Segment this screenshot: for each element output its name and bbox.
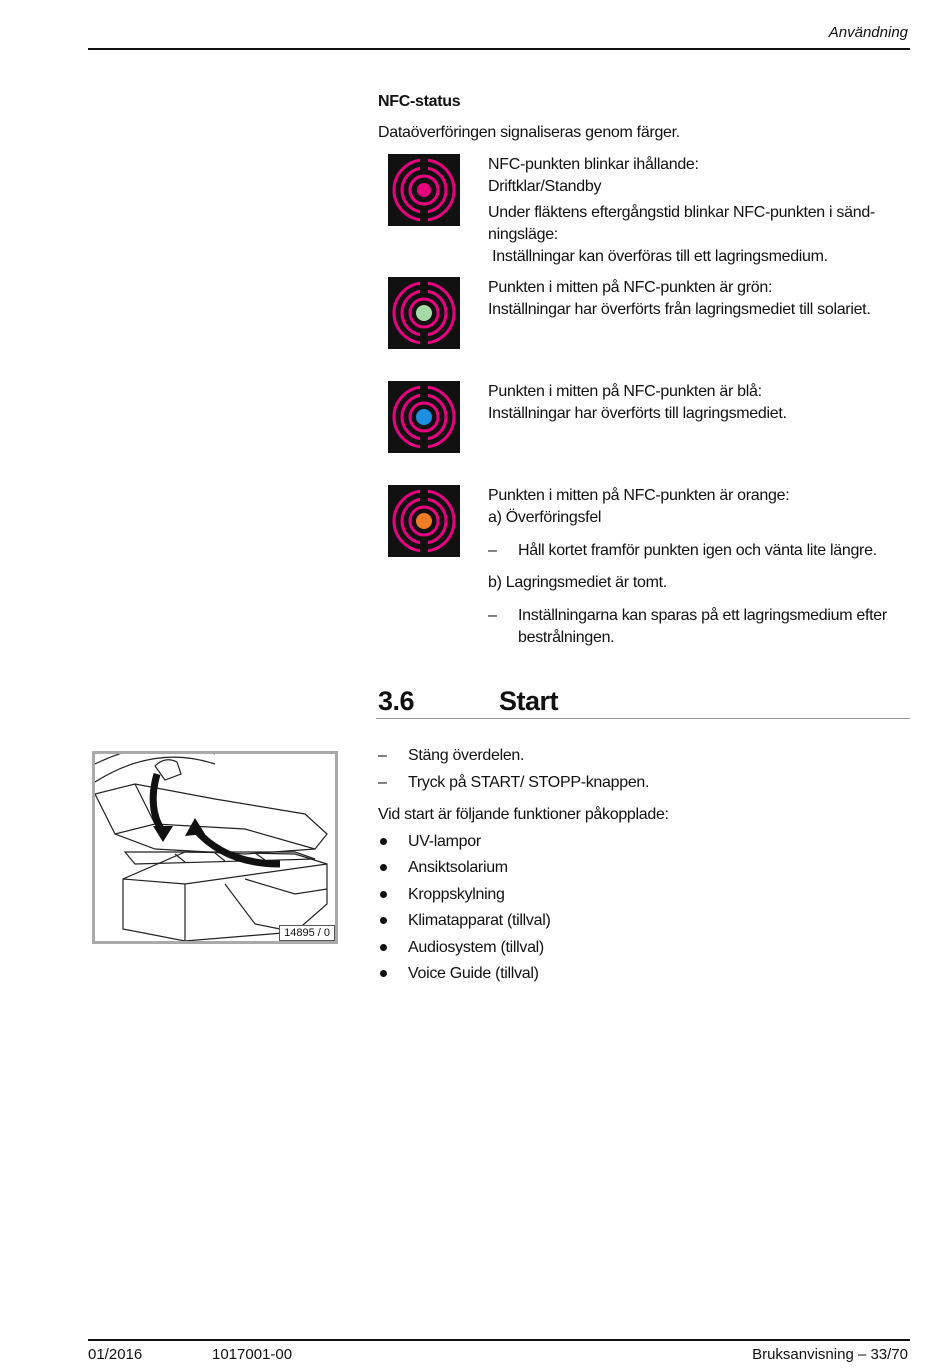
footer-page: Bruksanvisning – 33/70 <box>752 1346 908 1363</box>
bullet-icon <box>380 970 387 977</box>
bullet-4: Klimatapparat (tillval) <box>408 912 551 929</box>
nfc-item-2-line-1: Punkten i mitten på NFC-punkten är grön: <box>488 279 773 296</box>
bullet-icon <box>380 944 387 951</box>
nfc-orange-icon <box>388 485 460 557</box>
bullet-1: UV-lampor <box>408 833 481 850</box>
nfc-blue-icon <box>388 381 460 453</box>
bullet-icon <box>380 917 387 924</box>
footer-date: 01/2016 <box>88 1346 143 1363</box>
nfc-item-1-extra-3: Inställningar kan överföras till ett lagringsmedium. <box>488 248 828 265</box>
nfc-item-4-dash-1: Håll kortet framför punkten igen och vänta lite längre. <box>518 542 877 559</box>
dash-item: – <box>488 542 497 559</box>
running-header: Användning <box>828 24 908 41</box>
solarium-illustration <box>92 751 338 944</box>
nfc-heading: NFC-status <box>378 93 461 110</box>
bullet-6: Voice Guide (tillval) <box>408 965 539 982</box>
nfc-pink-icon <box>388 154 460 226</box>
footer-doc-number: 1017001-00 <box>212 1346 293 1363</box>
nfc-item-3-line-2: Inställningar har överförts till lagringsmediet. <box>488 405 787 422</box>
step-2: Tryck på START/ STOPP-knappen. <box>408 774 650 791</box>
nfc-item-4-line-1: Punkten i mitten på NFC-punkten är orange: <box>488 487 790 504</box>
bullet-5: Audiosystem (tillval) <box>408 939 544 956</box>
figure-label: 14895 / 0 <box>279 925 335 941</box>
nfc-item-1-extra-2: ningsläge: <box>488 226 558 243</box>
bullet-2: Ansiktsolarium <box>408 859 508 876</box>
nfc-intro: Dataöverföringen signaliseras genom färger. <box>378 124 680 141</box>
dash-item: – <box>378 774 387 791</box>
nfc-item-3-line-1: Punkten i mitten på NFC-punkten är blå: <box>488 383 762 400</box>
footer-rule <box>88 1339 910 1341</box>
nfc-item-1-line-2: Driftklar/Standby <box>488 178 602 195</box>
bullet-3: Kroppskylning <box>408 886 505 903</box>
nfc-green-icon <box>388 277 460 349</box>
nfc-item-4-line-2: a) Överföringsfel <box>488 509 602 526</box>
nfc-item-2-line-2: Inställningar har överförts från lagringsmediet till solariet. <box>488 301 871 318</box>
bullet-icon <box>380 838 387 845</box>
nfc-item-1-extra-1: Under fläktens eftergångstid blinkar NFC-punkten i sänd- <box>488 204 875 221</box>
header-rule <box>88 48 910 50</box>
nfc-item-4-dash-2-line-2: bestrålningen. <box>518 629 615 646</box>
nfc-item-1-line-1: NFC-punkten blinkar ihållande: <box>488 156 699 173</box>
section-number: 3.6 <box>378 686 415 716</box>
bullet-icon <box>380 864 387 871</box>
step-1: Stäng överdelen. <box>408 747 525 764</box>
nfc-item-4-dash-2-line-1: Inställningarna kan sparas på ett lagringsmedium efter <box>518 607 887 624</box>
solarium-drawing <box>95 754 335 941</box>
bullet-icon <box>380 891 387 898</box>
section-title: Start <box>499 686 559 716</box>
nfc-item-4-b: b) Lagringsmediet är tomt. <box>488 574 667 591</box>
functions-intro: Vid start är följande funktioner påkopplade: <box>378 806 669 823</box>
dash-item: – <box>488 607 497 624</box>
dash-item: – <box>378 747 387 764</box>
section-rule <box>376 718 910 719</box>
